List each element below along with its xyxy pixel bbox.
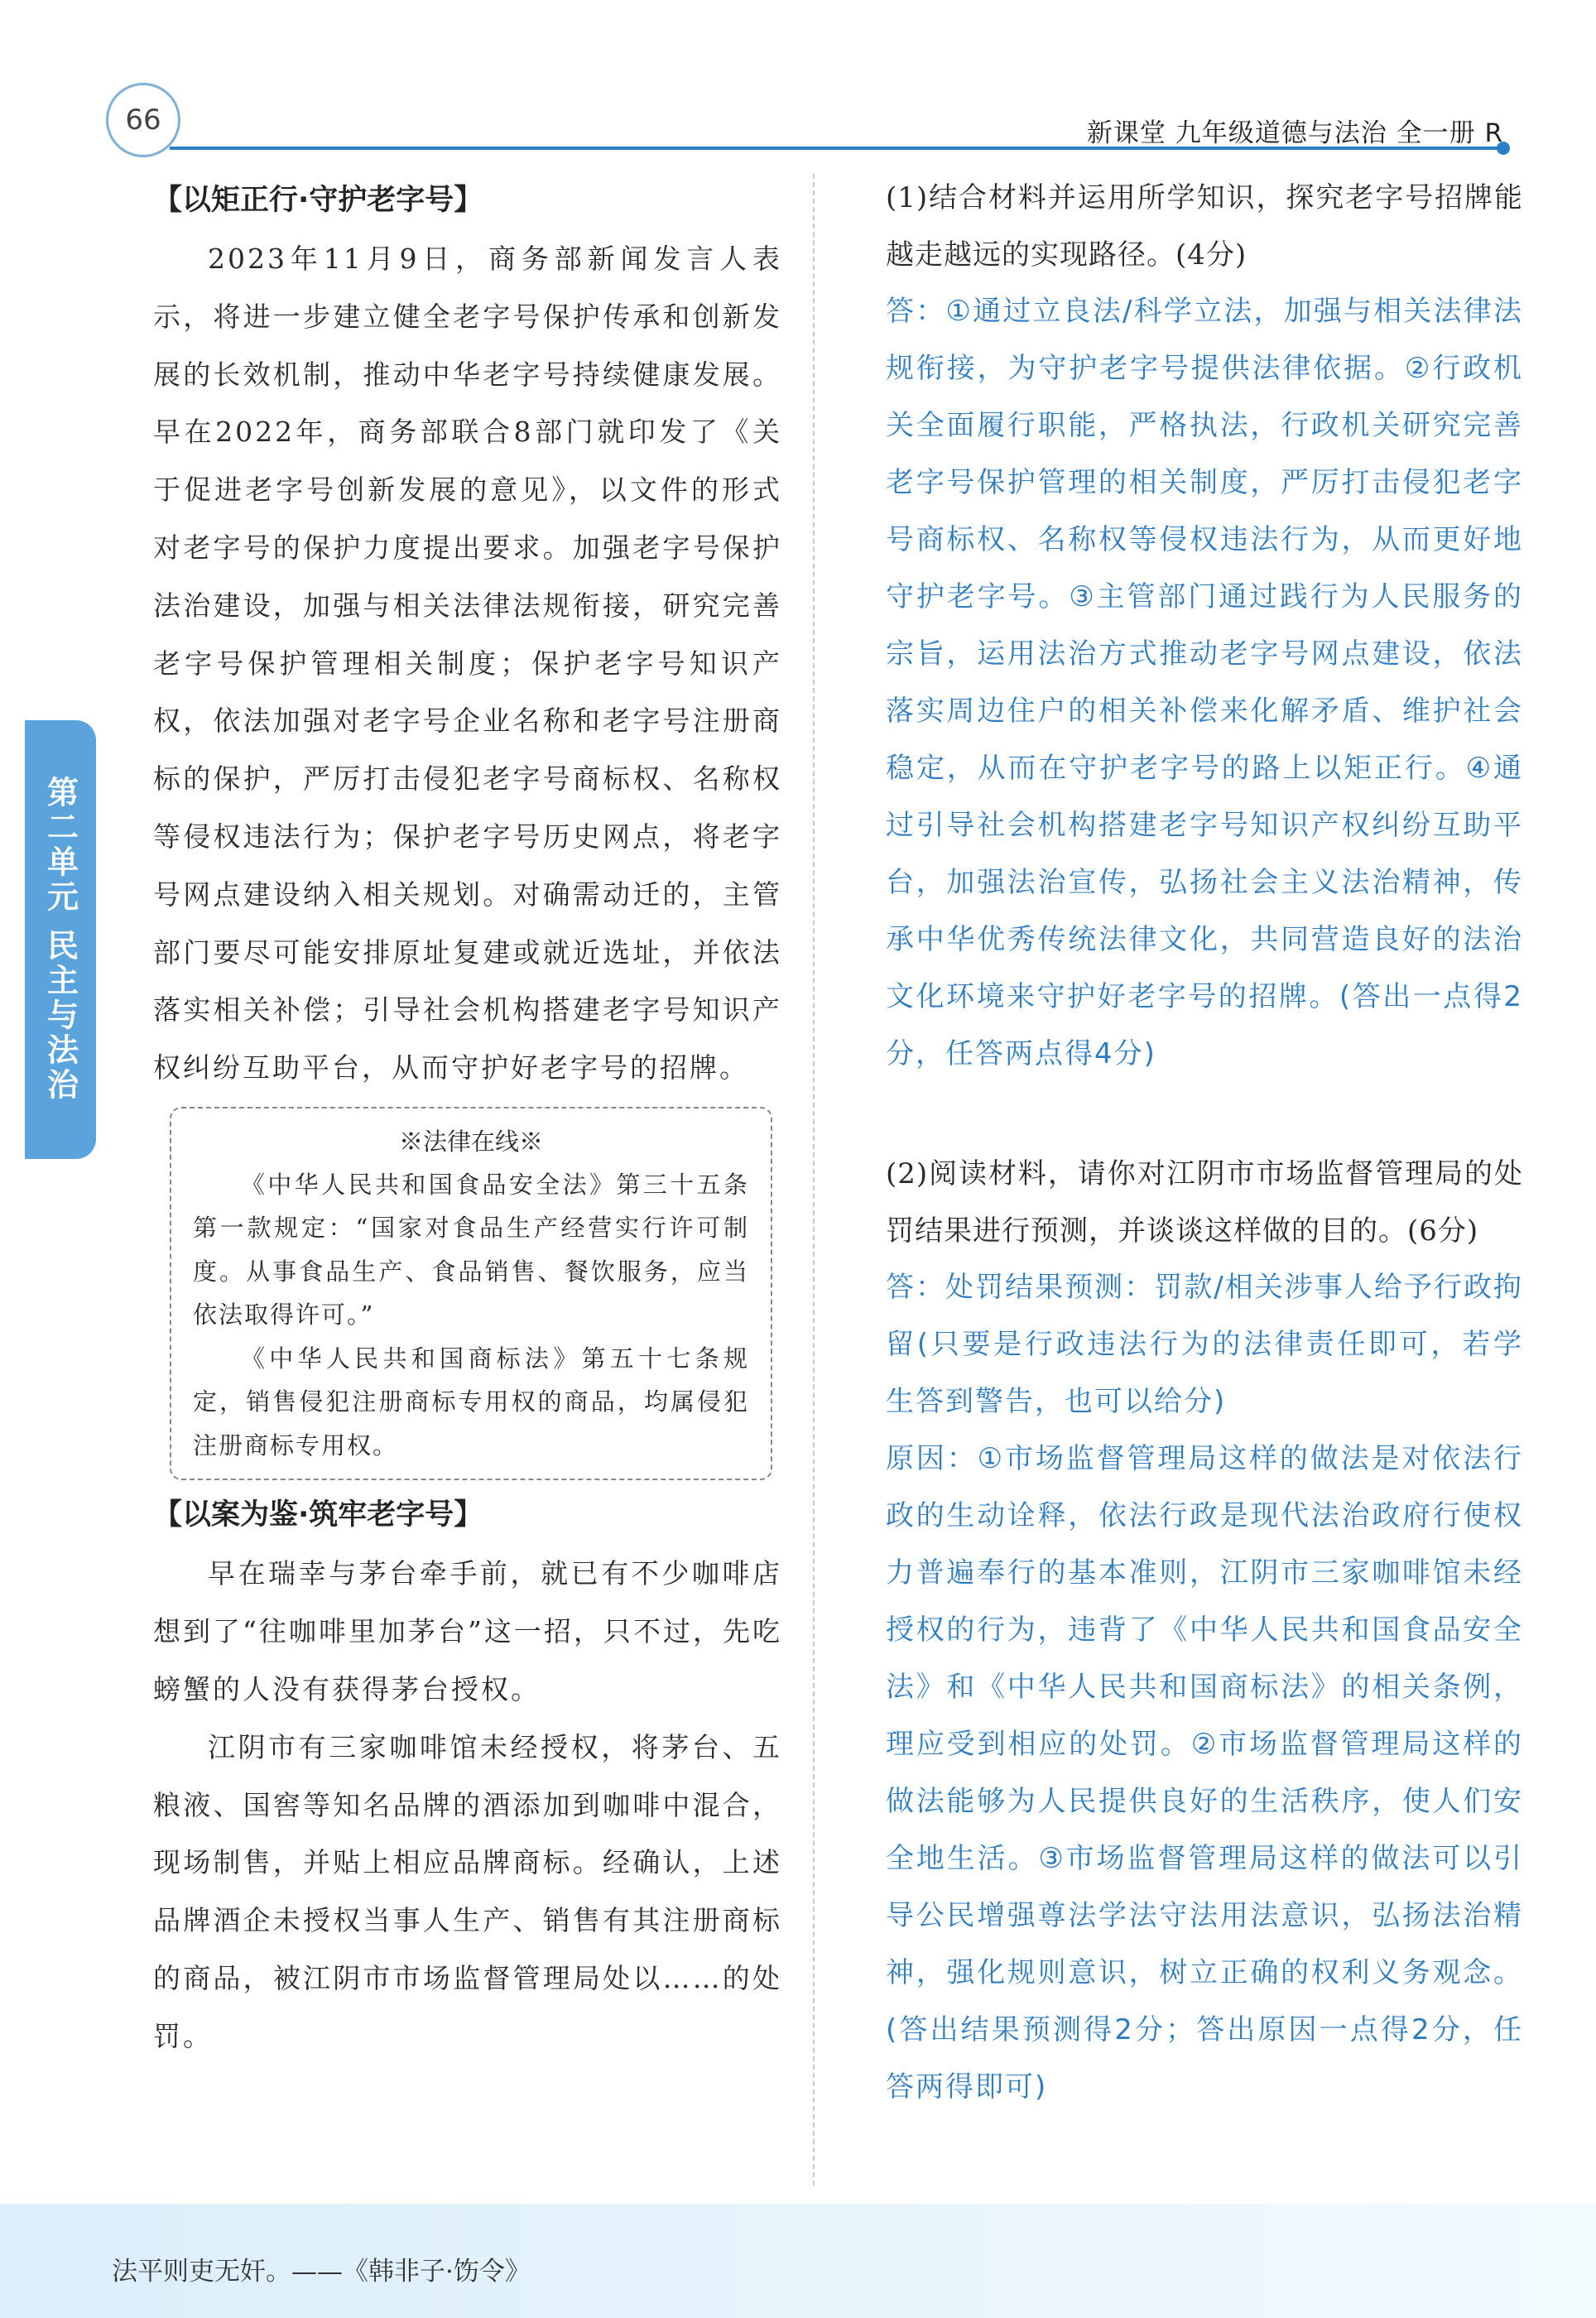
- left-column: [153, 176, 782, 2066]
- answer-2-reason: 原因：①市场监督管理局这样的做法是对依法行政的生动诠释，依法行政是现代法治政府行使权力普遍奉行的基本准则，江阴市三家咖啡馆未经授权的行为，违背了《中华人民共和国食品安全法》和《中华人民共和国商标法》的相关条例，理应受到相应的处罚。②市场监督管理局这样的做法能够为人民提供良好的生活秩序，使人们安全地生活。③市场监督管理局这样的做法可以引导公民增强尊法学法守法用法意识，弘扬法治精神，强化规则意识，树立正确的权利义务观念。(答出结果预测得2分；答出原因一点得2分，任答两得即可): [886, 1442, 1523, 2104]
- law-box-title: ※法律在线※: [398, 1127, 543, 1156]
- question-2: (2)阅读材料，请你对江阴市市场监督管理局的处罚结果进行预测，并谈谈这样做的目的。(6分): [886, 1157, 1523, 1248]
- footer-quote: 法平则吏无奸。——《韩非子·饬令》: [112, 2257, 531, 2287]
- page-number-text: 66: [125, 103, 161, 137]
- answer-1: 答：①通过立良法/科学立法，加强与相关法律法规衔接，为守护老字号提供法律依据。②行政机关全面履行职能，严格执法，行政机关研究完善老字号保护管理的相关制度，严厉打击侵犯老字号商标权、名称权等侵权违法行为，从而更好地守护老字号。③主管部门通过践行为人民服务的宗旨，运用法治方式推动老字号网点建设，依法落实周边住户的相关补偿来化解矛盾、维护社会稳定，从而在守护老字号的路上以矩正行。④通过引导社会机构搭建老字号知识产权纠纷互助平台，加强法治宣传，弘扬社会主义法治精神，传承中华优秀传统法律文化，共同营造良好的法治文化环境来守护好老字号的招牌。(答出一点得2分，任答两点得4分): [886, 295, 1523, 1071]
- law-online-box: [170, 1107, 772, 1481]
- law-box-paragraph-2: 《中华人民共和国商标法》第五十七条规定，销售侵犯注册商标专用权的商品，均属侵犯注册商标专用权。: [193, 1344, 749, 1460]
- question-1: (1)结合材料并运用所学知识，探究老字号招牌能越走越远的实现路径。(4分): [886, 181, 1523, 272]
- column-divider: [813, 174, 815, 2186]
- spacer: [886, 1083, 1523, 1146]
- right-column: [886, 170, 1523, 2116]
- law-box-paragraph-1: 《中华人民共和国食品安全法》第三十五条第一款规定：“国家对食品生产经营实行许可制度。从事食品生产、食品销售、餐饮服务，应当依法取得许可。”: [193, 1170, 749, 1330]
- answer-2-prediction: 答：处罚结果预测：罚款/相关涉事人给予行政拘留(只要是行政违法行为的法律责任即可，若学生答到警告，也可以给分): [886, 1271, 1523, 1419]
- section-title-1: 【以矩正行·守护老字号】: [153, 184, 483, 217]
- section-2-paragraph-2: 江阴市有三家咖啡馆未经授权，将茅台、五粮液、国窖等知名品牌的酒添加到咖啡中混合，现场制售，并贴上相应品牌商标。经确认，上述品牌酒企未授权当事人生产、销售有其注册商标的商品，被江阴市市场监督管理局处以……的处罚。: [153, 1730, 782, 2052]
- section-1-paragraph: 2023年11月9日，商务部新闻发言人表示，将进一步建立健全老字号保护传承和创新发展的长效机制，推动中华老字号持续健康发展。早在2022年，商务部联合8部门就印发了《关于促进老字号创新发展的意见》，以文件的形式对老字号的保护力度提出要求。加强老字号保护法治建设，加强与相关法律法规衔接，研究完善老字号保护管理相关制度；保护老字号知识产权，依法加强对老字号企业名称和老字号注册商标的保护，严厉打击侵犯老字号商标权、名称权等侵权违法行为；保护老字号历史网点，将老字号网点建设纳入相关规划。对确需动迁的，主管部门要尽可能安排原址复建或就近选址，并依法落实相关补偿；引导社会机构搭建老字号知识产权纠纷互助平台，从而守护好老字号的招牌。: [153, 243, 782, 1084]
- section-title-2: 【以案为鉴·筑牢老字号】: [153, 1498, 483, 1532]
- book-title: 新课堂 九年级道德与法治 全一册 R: [1086, 118, 1503, 148]
- unit-side-tab: [25, 720, 96, 1159]
- unit-side-tab-label: 第二单元 民主与法治: [41, 776, 79, 1104]
- section-2-paragraph-1: 早在瑞幸与茅台牵手前，就已有不少咖啡店想到了“往咖啡里加茅台”这一招，只不过，先吃螃蟹的人没有获得茅台授权。: [153, 1557, 782, 1706]
